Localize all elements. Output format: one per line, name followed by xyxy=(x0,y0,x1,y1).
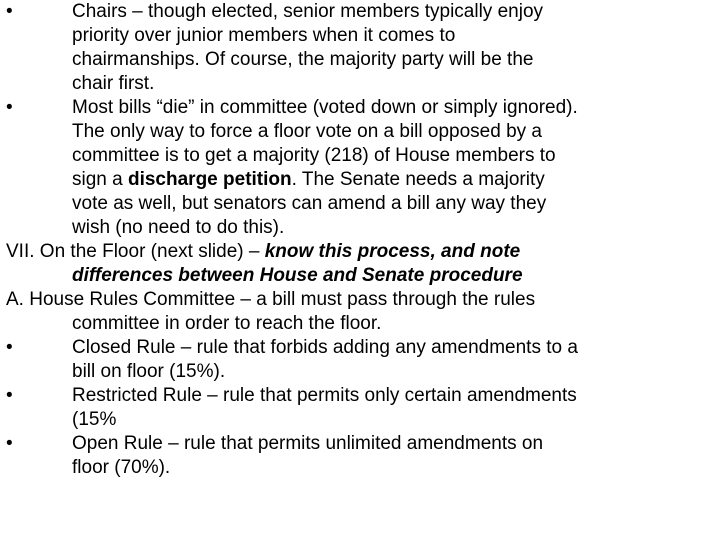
open-rule-line-1: Open Rule – rule that permits unlimited amendments on xyxy=(72,433,544,454)
bills-die-line-4 xyxy=(6,168,718,192)
bills-die-line-4-post: . The Senate needs a majority xyxy=(291,169,545,190)
bills-die-line-4-pre: sign a xyxy=(72,169,128,190)
bullet-marker: • xyxy=(6,385,13,406)
bullet-item-open-rule xyxy=(6,432,718,480)
bullet-marker: • xyxy=(6,337,13,358)
closed-rule-line-1: Closed Rule – rule that forbids adding any amendments to a xyxy=(72,337,578,358)
bullet-marker: • xyxy=(6,433,13,454)
bills-die-line-1: Most bills “die” in committee (voted down or simply ignored). xyxy=(72,97,578,118)
bills-die-line-6: wish (no need to do this). xyxy=(72,217,285,238)
floor-line-1-emphasis: know this process, and note xyxy=(264,241,521,262)
discharge-petition-term: discharge petition xyxy=(127,169,292,190)
section-a-house-rules-committee xyxy=(6,288,718,336)
bills-die-line-2: The only way to force a floor vote on a bill opposed by a xyxy=(72,121,542,142)
bullet-item-closed-rule xyxy=(6,336,718,384)
chairs-line-2: priority over junior members when it comes to xyxy=(72,25,456,46)
section-vii-on-the-floor xyxy=(6,240,718,288)
chairs-line-3: chairmanships. Of course, the majority party will be the xyxy=(72,49,534,70)
restricted-rule-line-1: Restricted Rule – rule that permits only certain amendments xyxy=(72,385,577,406)
bullet-marker: • xyxy=(6,97,13,118)
open-rule-line-2: floor (70%). xyxy=(72,457,171,478)
bullet-item-chairs xyxy=(6,0,718,96)
bullet-marker: • xyxy=(6,1,13,22)
bills-die-line-3: committee is to get a majority (218) of House members to xyxy=(72,145,556,166)
floor-line-2-emphasis: differences between House and Senate procedure xyxy=(72,265,523,286)
bullet-item-bills-die xyxy=(6,96,718,240)
rules-committee-line-2: committee in order to reach the floor. xyxy=(72,313,382,334)
chairs-line-4: chair first. xyxy=(72,73,155,94)
chairs-line-1: Chairs – though elected, senior members typically enjoy xyxy=(72,1,544,22)
floor-line-1-pre: VII. On the Floor (next slide) – xyxy=(6,241,265,262)
closed-rule-line-2: bill on floor (15%). xyxy=(72,361,226,382)
bullet-item-restricted-rule xyxy=(6,384,718,432)
bills-die-line-5: vote as well, but senators can amend a bill any way they xyxy=(72,193,547,214)
restricted-rule-line-2: (15% xyxy=(72,409,117,430)
rules-committee-line-1: A. House Rules Committee – a bill must pass through the rules xyxy=(6,289,536,310)
floor-line-1 xyxy=(6,240,718,264)
